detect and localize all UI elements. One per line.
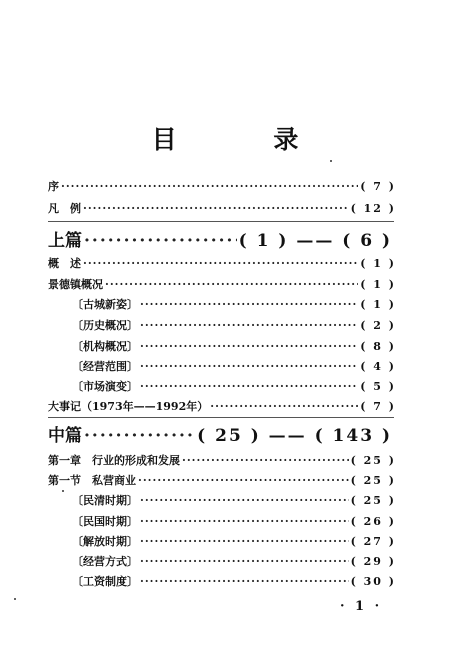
toc-entry bbox=[72, 513, 396, 529]
toc-entry bbox=[48, 276, 396, 292]
page-title: 目 录 bbox=[151, 125, 343, 154]
leader-dots bbox=[140, 575, 349, 588]
toc-entry-label: 〔历史概况〕 bbox=[72, 319, 138, 332]
toc-entry bbox=[48, 472, 396, 488]
toc-entry-page: ( 25 ) bbox=[350, 474, 396, 487]
toc-entry-page: ( 25 ) bbox=[350, 494, 396, 507]
toc-entry-label: 〔工资制度〕 bbox=[72, 575, 138, 588]
toc-entry-page: ( 12 ) bbox=[350, 202, 396, 215]
toc-entry-label: 〔民国时期〕 bbox=[72, 515, 138, 528]
toc-entry-label: 〔解放时期〕 bbox=[72, 535, 138, 548]
toc-entry-label: 序 bbox=[48, 180, 59, 193]
toc-entry-label: 〔机构概况〕 bbox=[72, 340, 138, 353]
toc-entry-page: ( 25 ) —— ( 143 ) bbox=[197, 426, 392, 446]
leader-dots bbox=[140, 535, 349, 548]
page-number: · 1 · bbox=[340, 599, 383, 614]
leader-dots bbox=[84, 426, 195, 446]
toc-entry-page: ( 1 ) —— ( 6 ) bbox=[238, 231, 392, 251]
leader-dots bbox=[140, 340, 358, 353]
toc-entry bbox=[72, 358, 396, 374]
leader-dots bbox=[61, 180, 358, 193]
leader-dots bbox=[140, 380, 358, 393]
toc-entry-label: 景德镇概况 bbox=[48, 278, 103, 291]
toc-entry-page: ( 5 ) bbox=[360, 380, 396, 393]
leader-dots bbox=[140, 298, 358, 311]
toc-entry-label: 〔经营方式〕 bbox=[72, 555, 138, 568]
toc-entry-label: 第一章 行业的形成和发展 bbox=[48, 454, 180, 467]
toc-entry-label: 第一节 私营商业 bbox=[48, 474, 136, 487]
toc-entry-label: 中篇 bbox=[48, 426, 82, 446]
toc-entry-label: 〔古城新姿〕 bbox=[72, 298, 138, 311]
toc-entry bbox=[72, 317, 396, 333]
leader-dots bbox=[140, 515, 349, 528]
toc-entry bbox=[48, 452, 396, 468]
leader-dots bbox=[182, 454, 349, 467]
toc-entry-page: ( 26 ) bbox=[350, 515, 396, 528]
scan-speck bbox=[62, 490, 64, 492]
toc-entry bbox=[48, 178, 396, 194]
leader-dots bbox=[105, 278, 358, 291]
scan-speck bbox=[14, 598, 16, 600]
leader-dots bbox=[210, 400, 358, 413]
toc-entry-label: 凡 例 bbox=[48, 202, 81, 215]
toc-part-heading bbox=[48, 226, 392, 251]
leader-dots bbox=[83, 202, 349, 215]
leader-dots bbox=[140, 494, 349, 507]
toc-entry bbox=[72, 553, 396, 569]
toc-entry bbox=[48, 200, 396, 216]
toc-entry bbox=[48, 255, 396, 271]
toc-entry-page: ( 1 ) bbox=[360, 298, 396, 311]
toc-entry bbox=[72, 338, 396, 354]
toc-entry-page: ( 30 ) bbox=[350, 575, 396, 588]
toc-entry bbox=[72, 378, 396, 394]
leader-dots bbox=[83, 257, 358, 270]
toc-entry-page: ( 27 ) bbox=[350, 535, 396, 548]
toc-entry-page: ( 29 ) bbox=[350, 555, 396, 568]
toc-entry-page: ( 1 ) bbox=[360, 257, 396, 270]
toc-entry-page: ( 8 ) bbox=[360, 340, 396, 353]
leader-dots bbox=[84, 231, 237, 251]
leader-dots bbox=[140, 360, 358, 373]
toc-entry bbox=[72, 533, 396, 549]
toc-entry bbox=[72, 296, 396, 312]
toc-entry-label: 〔民清时期〕 bbox=[72, 494, 138, 507]
toc-entry-label: 大事记（1973年——1992年） bbox=[48, 400, 209, 413]
toc-entry bbox=[48, 398, 396, 414]
toc-entry-page: ( 7 ) bbox=[360, 400, 396, 413]
section-rule bbox=[48, 221, 394, 222]
leader-dots bbox=[140, 555, 349, 568]
toc-entry-label: 〔市场演变〕 bbox=[72, 380, 138, 393]
toc-part-heading bbox=[48, 421, 392, 446]
section-rule bbox=[48, 417, 394, 418]
toc-entry-page: ( 4 ) bbox=[360, 360, 396, 373]
toc-entry-page: ( 1 ) bbox=[360, 278, 396, 291]
toc-entry bbox=[72, 492, 396, 508]
leader-dots bbox=[138, 474, 349, 487]
toc-entry-label: 〔经营范围〕 bbox=[72, 360, 138, 373]
toc-entry-page: ( 2 ) bbox=[360, 319, 396, 332]
scan-speck bbox=[330, 160, 332, 162]
toc-entry-page: ( 25 ) bbox=[350, 454, 396, 467]
leader-dots bbox=[140, 319, 358, 332]
toc-entry-label: 概 述 bbox=[48, 257, 81, 270]
toc-entry bbox=[72, 573, 396, 589]
toc-entry-page: ( 7 ) bbox=[360, 180, 396, 193]
toc-entry-label: 上篇 bbox=[48, 231, 82, 251]
